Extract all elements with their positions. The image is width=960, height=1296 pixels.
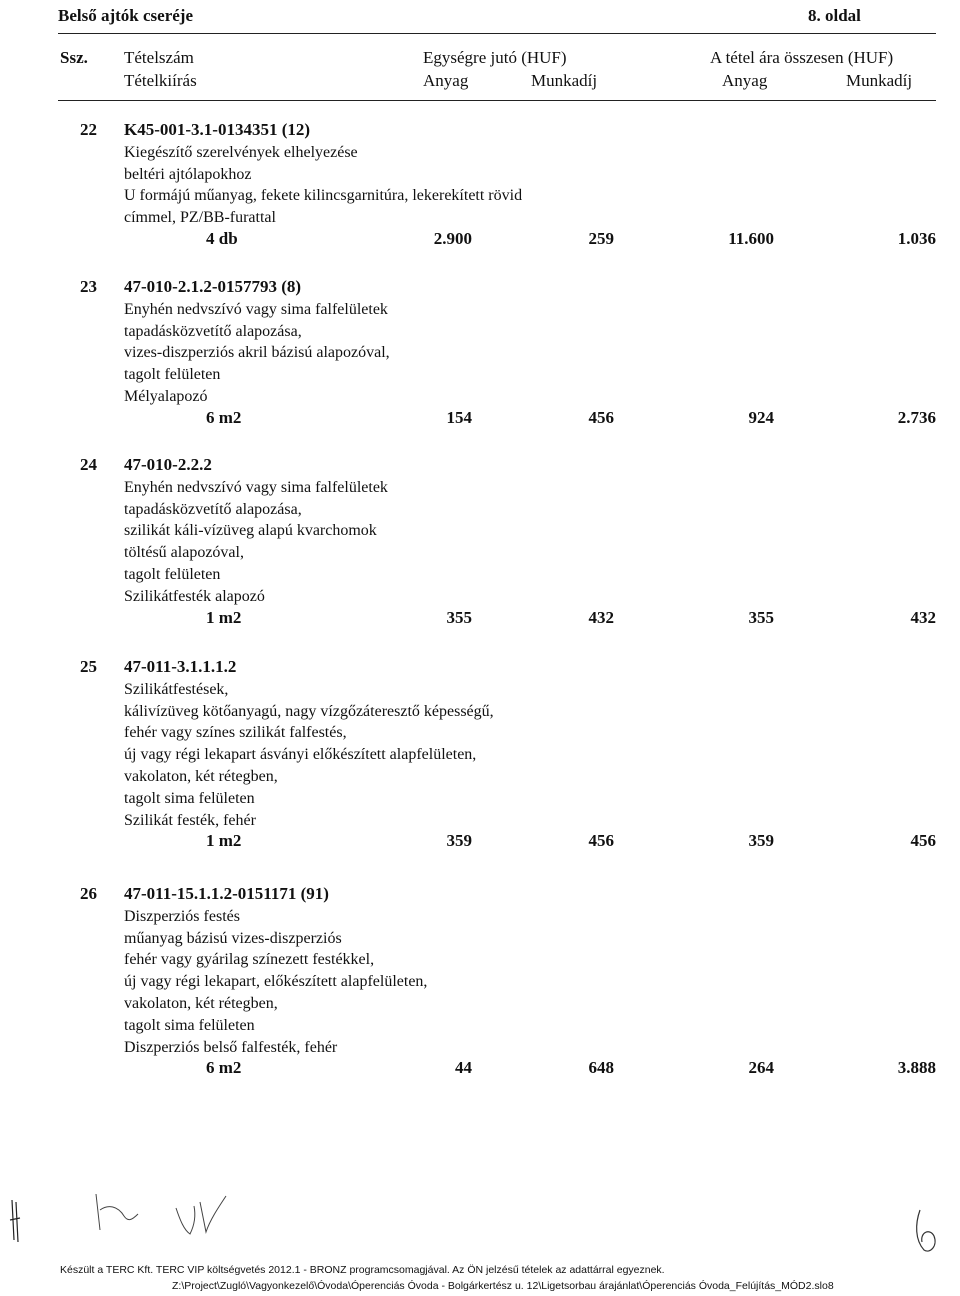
item-description-line: Enyhén nedvszívó vagy sima falfelületek	[124, 300, 388, 318]
item-description-line: Mélyalapozó	[124, 388, 208, 405]
col-tetelszam: Tételszám	[124, 48, 194, 67]
column-header-rule	[58, 100, 936, 101]
unit-munkadij-value: 456	[588, 407, 614, 427]
item-number: 26	[80, 884, 97, 903]
col-total-price: A tétel ára összesen (HUF)	[710, 48, 894, 67]
col-total-anyag: Anyag	[722, 71, 768, 90]
item-quantity: 1 m2	[206, 607, 242, 627]
item-description-line: tapadásközvetítő alapozása,	[124, 322, 302, 340]
unit-munkadij-value: 432	[588, 607, 614, 627]
item-description-line: szilikát káli-vízüveg alapú kvarchomok	[124, 522, 377, 540]
total-anyag-value: 355	[748, 607, 774, 627]
item-description-line: tapadásközvetítő alapozása,	[124, 500, 302, 518]
total-munkadij-value: 3.888	[897, 1058, 936, 1078]
item-number: 23	[80, 277, 97, 296]
item-description-line: Diszperziós belső falfesték, fehér	[124, 1038, 338, 1056]
item-quantity: 6 m2	[206, 1058, 242, 1078]
item-description-line: vakolaton, két rétegben,	[124, 768, 278, 785]
item-description-line: Diszperziós festés	[124, 907, 240, 925]
document-title: Belső ajtók cseréje	[58, 6, 194, 25]
total-munkadij-value: 2.736	[897, 407, 936, 427]
item-description-line: vakolaton, két rétegben,	[124, 995, 278, 1012]
total-anyag-value: 264	[748, 1058, 774, 1078]
item-number: 25	[80, 657, 97, 676]
unit-munkadij-value: 648	[588, 1058, 614, 1078]
unit-anyag-value: 154	[446, 407, 472, 427]
item-code: 47-010-2.2.2	[124, 455, 212, 474]
footer-line-1: Készült a TERC Kft. TERC VIP költségvetés 2012.1 - BRONZ programcsomagjával. Az ÖN jelzésű tételek az adattárral egyeznek.	[60, 1264, 665, 1276]
item-description-line: beltéri ajtólapokhoz	[124, 165, 252, 183]
item-description-line: Szilikátfesték alapozó	[124, 587, 265, 605]
item-description-line: U formájú műanyag, fekete kilincsgarnitúra, lekerekített rövid	[124, 187, 523, 205]
item-description-line: Enyhén nedvszívó vagy sima falfelületek	[124, 478, 388, 496]
item-description-line: vizes-diszperziós akril bázisú alapozóval,	[124, 344, 390, 362]
item-quantity: 6 m2	[206, 407, 242, 427]
col-unit-price: Egységre jutó (HUF)	[423, 48, 567, 67]
unit-munkadij-value: 456	[588, 831, 614, 851]
total-anyag-value: 11.600	[728, 229, 774, 248]
item-number: 24	[80, 455, 97, 474]
signature-mark	[0, 1180, 960, 1260]
item-description-line: Szilikátfestések,	[124, 680, 229, 698]
item-description-line: műanyag bázisú vizes-diszperziós	[124, 929, 342, 947]
item-code: 47-011-15.1.1.2-0151171 (91)	[124, 884, 329, 903]
item-description-line: fehér vagy gyárilag színezett festékkel,	[124, 951, 375, 969]
item-description-line: töltésű alapozóval,	[124, 544, 244, 562]
item-code: K45-001-3.1-0134351 (12)	[124, 120, 311, 139]
total-munkadij-value: 432	[910, 607, 936, 627]
item-code: 47-011-3.1.1.1.2	[124, 657, 237, 676]
item-description-line: tagolt sima felületen	[124, 1016, 255, 1034]
unit-munkadij-value: 259	[588, 229, 614, 248]
col-tetelkiiras: Tételkiírás	[124, 71, 197, 90]
col-unit-munkadij: Munkadíj	[531, 71, 598, 90]
total-munkadij-value: 1.036	[897, 229, 936, 248]
item-description-line: Kiegészítő szerelvények elhelyezése	[124, 143, 358, 161]
total-anyag-value: 359	[748, 831, 774, 851]
item-description-line: új vagy régi lekapart ásványi előkészített alapfelületen,	[124, 746, 477, 764]
item-description-line: új vagy régi lekapart, előkészített alapfelületen,	[124, 973, 428, 991]
col-unit-anyag: Anyag	[423, 71, 469, 90]
item-description-line: címmel, PZ/BB-furattal	[124, 209, 276, 227]
total-munkadij-value: 456	[910, 831, 936, 851]
header-rule	[58, 33, 936, 34]
unit-anyag-value: 355	[446, 607, 472, 627]
item-description-line: Szilikát festék, fehér	[124, 811, 256, 829]
item-quantity: 1 m2	[206, 831, 242, 851]
col-ssz: Ssz.	[60, 48, 88, 67]
total-anyag-value: 924	[748, 407, 774, 427]
footer-line-2: Z:\Project\Zugló\Vagyonkezelő\Óvoda\Óperenciás Óvoda - Bolgárkertész u. 12\Ligetsorbau árajánlat\Óperenciás Óvoda_Felújítás_MÓD2.slo8	[172, 1280, 834, 1292]
item-description-line: tagolt sima felületen	[124, 789, 255, 807]
item-quantity: 4 db	[206, 229, 238, 248]
item-number: 22	[80, 120, 97, 139]
item-description-line: tagolt felületen	[124, 566, 221, 583]
unit-anyag-value: 359	[446, 831, 472, 851]
item-description-line: kálivízüveg kötőanyagú, nagy vízgőzáteresztő képességű,	[124, 702, 494, 720]
page-number: 8. oldal	[808, 6, 861, 25]
item-description-line: tagolt felületen	[124, 366, 221, 384]
unit-anyag-value: 44	[455, 1058, 472, 1078]
item-code: 47-010-2.1.2-0157793 (8)	[124, 277, 302, 296]
unit-anyag-value: 2.900	[433, 229, 472, 248]
col-total-munkadij: Munkadíj	[846, 71, 913, 90]
item-description-line: fehér vagy színes szilikát falfestés,	[124, 724, 347, 742]
